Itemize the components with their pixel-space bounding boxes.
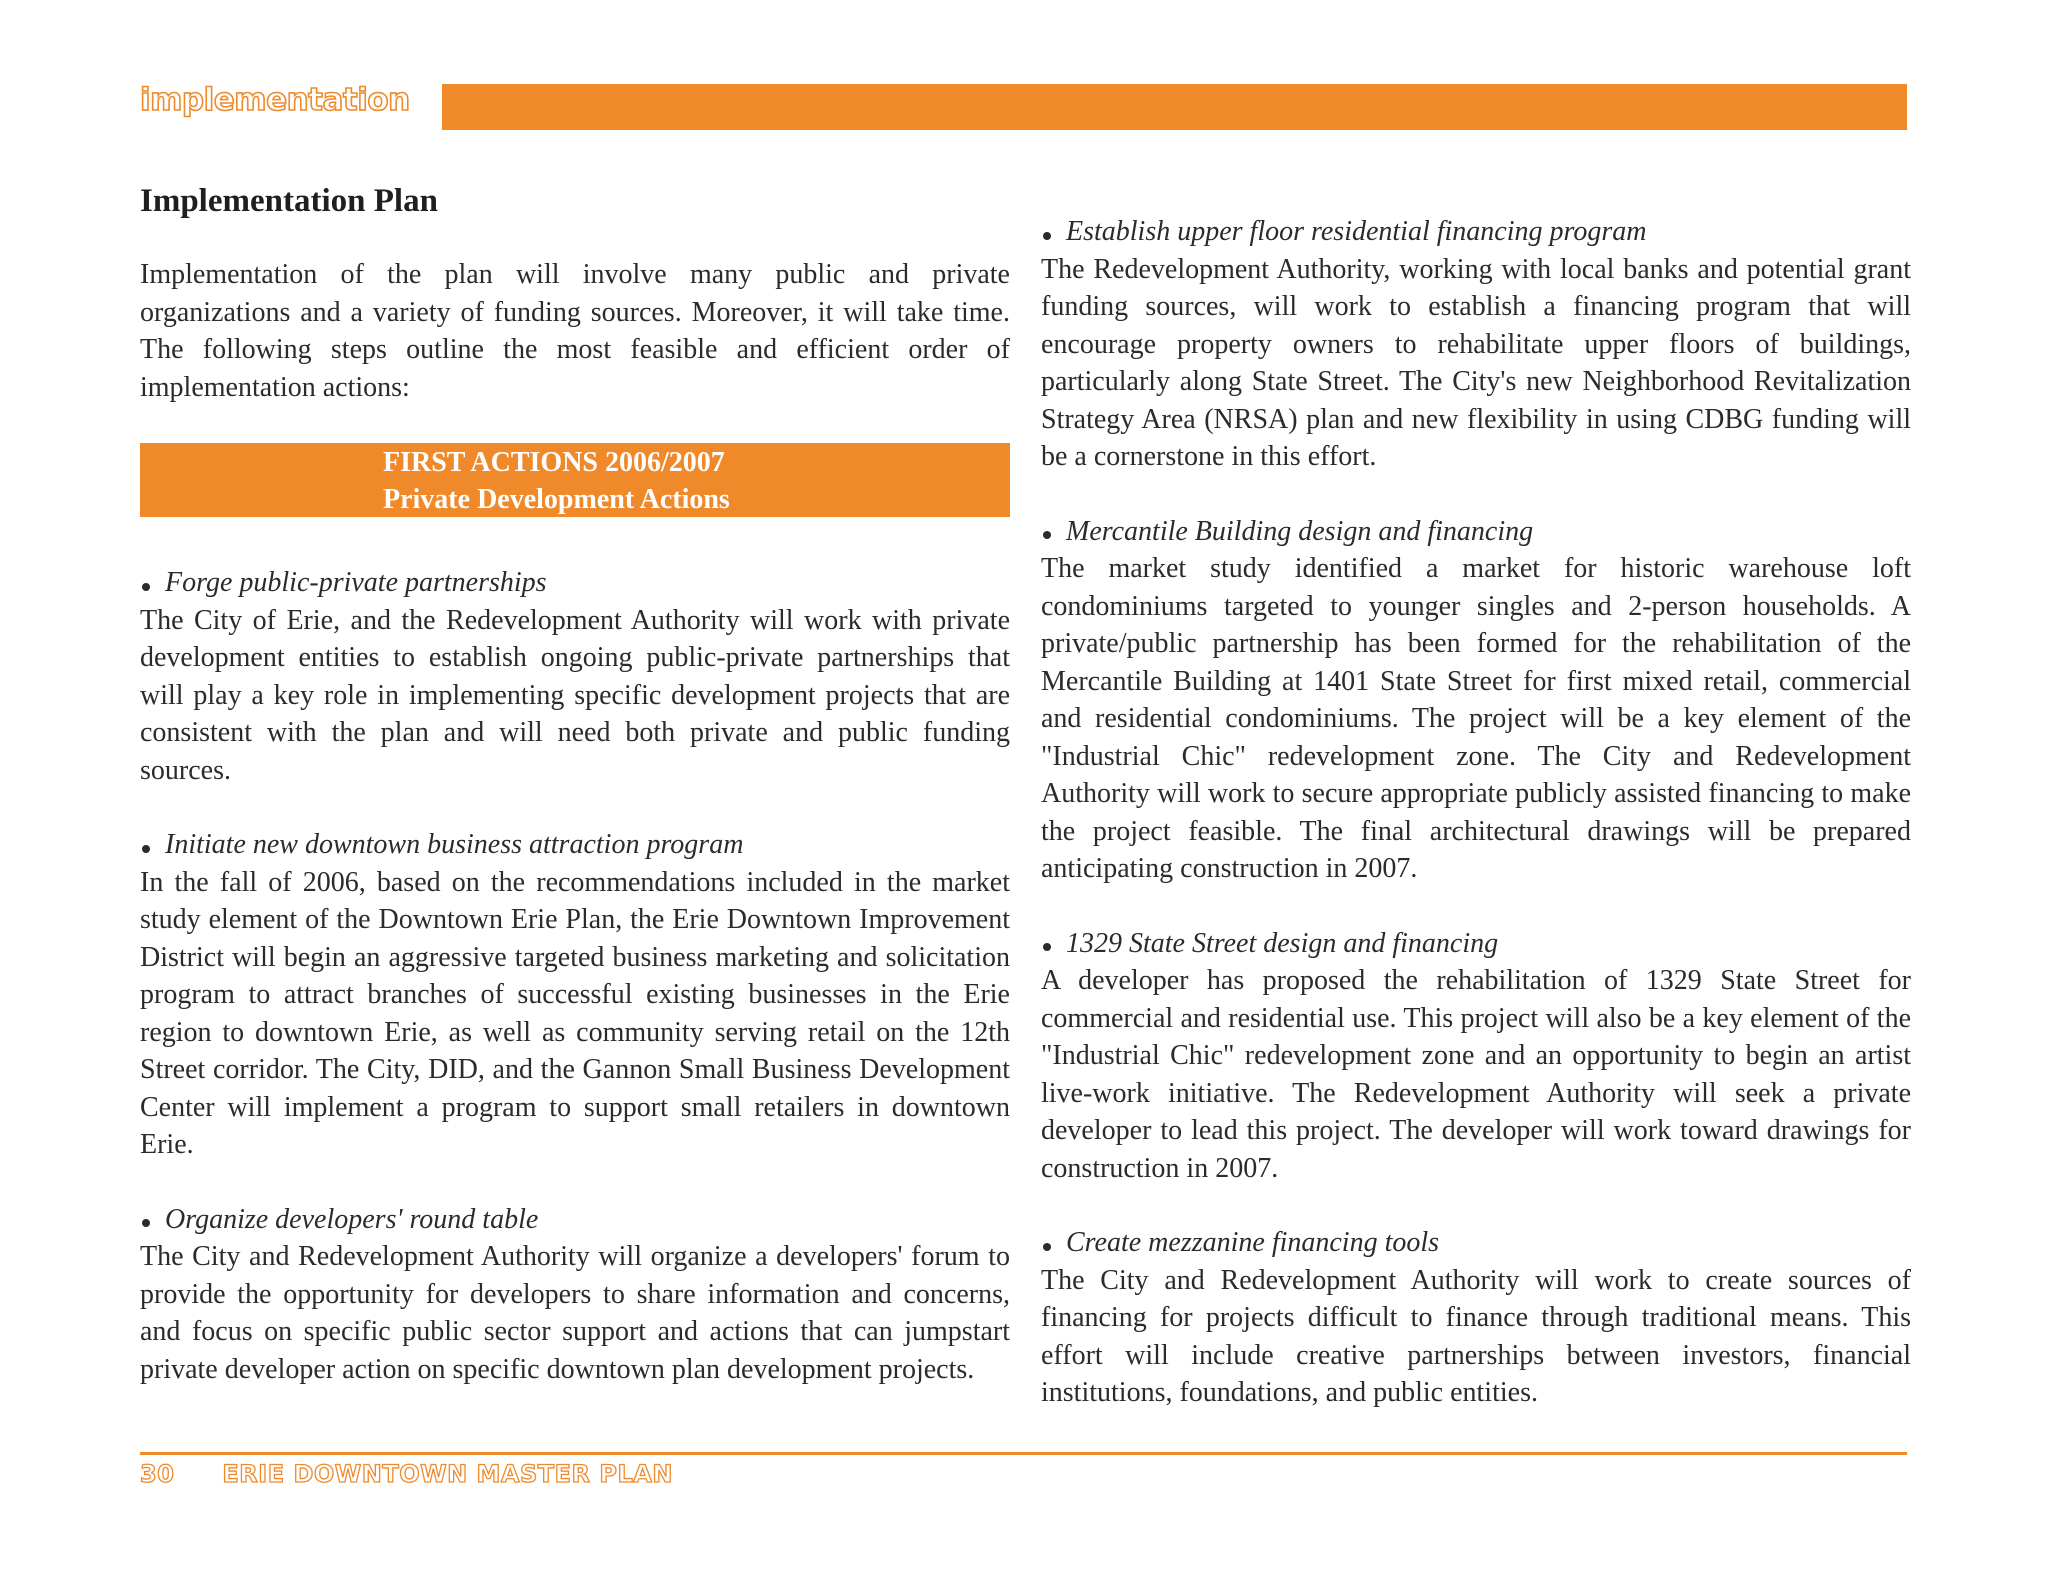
right-column [1041,213,1911,1449]
action-item [1041,925,1911,1188]
left-column [140,180,1010,1425]
action-body: The City and Redevelopment Authority will organize a developers' forum to provide the opportunity for developers to share information and concerns, and focus on specific public sector support and actions that can jumpstart private developer action on specific downtown plan development projects. [140,1241,1010,1385]
bullet-icon [1043,232,1051,240]
header-accent-bar [442,84,1907,130]
publication-title: ERIE DOWNTOWN MASTER PLAN [222,1460,673,1488]
bullet-icon [142,1219,150,1227]
action-body: In the fall of 2006, based on the recommendations included in the market study element of the Downtown Erie Plan, the Erie Downtown Improvement District will begin an aggressive targeted business marketing and solicitation program to attract branches of successful existing businesses in the Erie region to downtown Erie, as well as community serving retail on the 12th Street corridor. The City, DID, and the Gannon Small Business Development Center will implement a program to support small retailers in downtown Erie. [140,866,1010,1160]
page-footer [140,1460,673,1488]
banner-line-1: FIRST ACTIONS 2006/2007 [383,447,725,478]
action-item [140,826,1010,1164]
action-body: A developer has proposed the rehabilitation of 1329 State Street for commercial and residential use. This project will also be a key element of the "Industrial Chic" redevelopment zone and an opportunity to begin an artist live-work initiative. The Redevelopment Authority will seek a private developer to lead this project. The developer will work toward drawings for construction in 2007. [1041,965,1911,1184]
action-heading [140,564,1010,602]
action-heading-text: Establish upper floor residential financing program [1066,216,1647,247]
section-label: implementation [140,82,410,118]
first-actions-banner [140,443,1010,517]
footer-rule [140,1452,1907,1455]
action-body: The City and Redevelopment Authority will work to create sources of financing for projects difficult to finance through traditional means. This effort will include creative partnerships between investors, financial institutions, foundations, and public entities. [1041,1264,1911,1408]
action-body: The City of Erie, and the Redevelopment Authority will work with private development entities to establish ongoing public-private partnerships that will play a key role in implementing specific development projects that are consistent with the plan and will need both private and public funding sources. [140,604,1010,786]
page-title: Implementation Plan [140,183,438,219]
action-heading [1041,213,1911,251]
action-heading-text: Initiate new downtown business attraction program [165,829,744,860]
action-heading-text: Create mezzanine financing tools [1066,1227,1440,1258]
bullet-icon [1043,1243,1051,1251]
action-heading-text: Forge public-private partnerships [165,567,547,598]
action-heading-text: 1329 State Street design and financing [1066,927,1499,959]
action-body: The market study identified a market for historic warehouse loft condominiums targeted to younger singles and 2-person households. A private/public partnership has been formed for the rehabilitation of the Mercantile Building at 1401 State Street for first mixed retail, commercial and residential condominiums. The project will be a key element of the "Industrial Chic" redevelopment zone. The City and Redevelopment Authority will work to secure appropriate publicly assisted financing to make the project feasible. The final architectural drawings will be prepared anticipating construction in 2007. [1041,553,1911,884]
bullet-icon [1043,531,1051,539]
action-item [140,564,1010,789]
action-heading-text: Organize developers' round table [165,1203,539,1235]
action-heading [1041,513,1911,551]
bullet-icon [142,845,150,853]
page-number: 30 [140,1460,175,1488]
action-item [1041,1224,1911,1412]
intro-paragraph: Implementation of the plan will involve many public and private organizations and a variety of funding sources. Moreover, it will take time. The following steps outline the most feasible and efficient order of implementation actions: [140,259,1010,403]
action-heading [1041,925,1911,963]
action-item [1041,213,1911,476]
bullet-icon [142,583,150,591]
action-heading [140,1201,1010,1239]
action-body: The Redevelopment Authority, working with local banks and potential grant funding sources, will work to establish a financing program that will encourage property owners to rehabilitate upper floors of buildings, particularly along State Street. The City's new Neighborhood Revitalization Strategy Area (NRSA) plan and new flexibility in using CDBG funding will be a cornerstone in this effort. [1041,253,1911,472]
action-heading [1041,1224,1911,1262]
banner-line-2: Private Development Actions [383,484,730,515]
action-heading-text: Mercantile Building design and financing [1066,515,1534,547]
action-item [140,1201,1010,1389]
action-heading [140,826,1010,864]
bullet-icon [1043,943,1051,951]
action-item [1041,513,1911,888]
